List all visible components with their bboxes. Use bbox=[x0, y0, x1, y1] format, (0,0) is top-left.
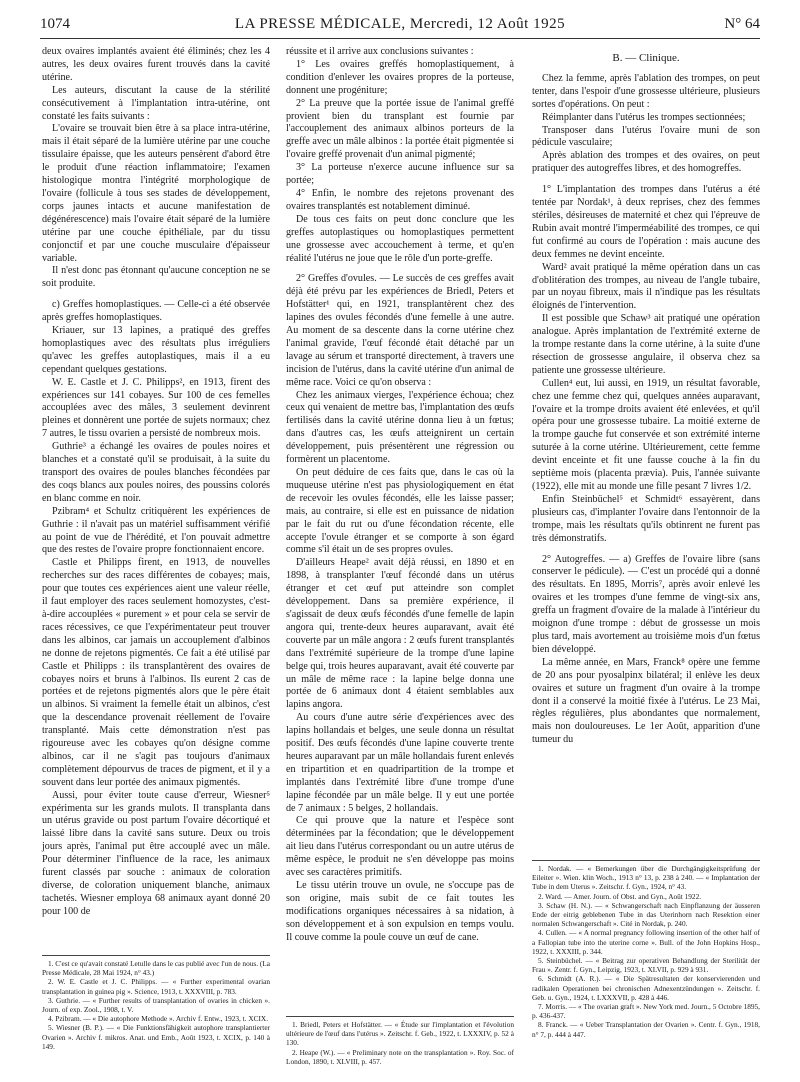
column-middle bbox=[286, 46, 514, 945]
page-number: 1074 bbox=[40, 16, 70, 32]
paragraph: 2° La preuve que la portée issue de l'animal greffé provient bien du transplant est fournie par l'accouplement des animaux albinos porteurs de la greffe avec un mâle albinos : la portée était pigmentée si l'ovaire greffé provenait d'un animal pigmenté; bbox=[286, 97, 514, 161]
page-header bbox=[40, 14, 760, 39]
column-left bbox=[42, 46, 270, 919]
paragraph: De tous ces faits on peut donc conclure que les greffes autoplastiques ou homoplastiques permettent une grossesse avec accouchement à terme, et qu'en réalité l'utérus ne joue que le rôle d'un porte-greffe. bbox=[286, 213, 514, 264]
paragraph: Enfin Steinbüchel⁵ et Schmidt⁶ essayèrent, dans plusieurs cas, d'implanter l'ovaire dans l'entonnoir de la trompe, mais les résultats qu'ils obtinrent ne furent pas très démonstratifs. bbox=[532, 493, 760, 544]
paragraph: Il n'est donc pas étonnant qu'aucune conception ne se soit produite. bbox=[42, 265, 270, 290]
footnote: 1. Nordak. — « Bemerkungen über die Durchgängigkeitsprüfung der Eileiter ». Wien. klin Woch., 1913 n° 13, p. 238 à 240. — « Implantation der Tube in dem Uterus ». Zeitschr. f. Gyn., 1924, n° 43. bbox=[532, 864, 760, 892]
paragraph: Après ablation des trompes et des ovaires, on peut pratiquer des autogreffes libres, et des homogreffes. bbox=[532, 150, 760, 175]
paragraph: 3° La porteuse n'exerce aucune influence sur sa portée; bbox=[286, 162, 514, 187]
footnotes-left bbox=[42, 955, 270, 1051]
issue-number: N° 64 bbox=[724, 16, 760, 32]
paragraph: Les auteurs, discutant la cause de la stérilité consécutivement à l'implantation intra-utérine, ont constaté les faits suivants : bbox=[42, 84, 270, 122]
footnote: 4. Cullen. — « A normal pregnancy following insertion of the other half of a Fallopian tube into the uterine corne ». Bull. of the John Hopkins Hosp., 1922, t. XXXIII, p. 344. bbox=[532, 928, 760, 956]
paragraph: Transposer dans l'utérus l'ovaire muni de son pédicule vasculaire; bbox=[532, 124, 760, 149]
section-paragraph: 1° L'implantation des trompes dans l'utérus a été tentée par Nordak¹, à deux reprises, chez des femmes stériles, désireuses de maternité et chez qui l'épreuve de Rubin avait montré l'imperméabilité des trompes, ce qui fut confirmé au cours de l'opération : mais aucune des deux femmes ne devint enceinte. bbox=[532, 184, 760, 260]
footnotes-middle bbox=[286, 1016, 514, 1066]
footnote: 1. Briedl, Peters et Hofstätter. — « Étude sur l'implantation et l'évolution ultérieure de l'œuf dans l'utérus ». Zeitschr. f. Geb., 1922, t. LXXXIV, p. 52 à 130. bbox=[286, 1020, 514, 1048]
paragraph: Le tissu utérin trouve un ovule, ne s'occupe pas de son origine, mais subit de ce fait toutes les modifications organiques nécessaires à sa nidation, à son développement et à son expulsion en temps voulu. Il couve comme la poule couve un œuf de cane. bbox=[286, 880, 514, 943]
column-right bbox=[532, 46, 760, 747]
paragraph: Guthrie³ a échangé les ovaires de poules noires et blanches et a constaté qu'il se produisait, à la suite du transport des ovaires de poules blanches fécondées par des coqs blancs aux poules noires, des poussins colorés en blanc comme en noir. bbox=[42, 441, 270, 504]
paragraph: Chez les animaux vierges, l'expérience échoua; chez ceux qui venaient de mettre bas, l'implantation des œufs fertilisés dans la cavité utérine donna lieu à un fœtus; dans d'autres cas, les œufs atteignirent un certain développement, puis présentèrent une régression ou formèrent un placentome. bbox=[286, 389, 514, 466]
footnote: 6. Schmidt (A. R.). — « Die Spätresultaten der konservierenden und radikalen Operationen bei chronischen Adnexentzündungen ». Zeitschr. f. Geb. u. Gyn., 1924, t. LXXXVII, p. 428 à 446. bbox=[532, 974, 760, 1002]
paragraph: réussite et il arrive aux conclusions suivantes : bbox=[286, 46, 474, 57]
paragraph: 1° Les ovaires greffés homoplastiquement, à condition d'enlever les ovaires propres de la porteuse, donnent une progéniture; bbox=[286, 58, 514, 96]
footnote: 2. Ward. — Amer. Journ. of Obst. and Gyn., Août 1922. bbox=[538, 891, 702, 901]
footnote: 5. Wiesner (B. P.). — « Die Funktionsfähigkeit autophore transplantierter Ovarien ». Archiv f. mikros. Anat. und Emb., Août 1923, t. XCIX, p. 140 à 149. bbox=[42, 1023, 270, 1051]
paragraph: Chez la femme, après l'ablation des trompes, on peut tenter, dans l'espoir d'une grossesse ultérieure, plusieurs sortes d'opérations. On peut : bbox=[532, 72, 760, 110]
paragraph: Aussi, pour éviter toute cause d'erreur, Wiesner⁵ expérimenta sur les grands mulots. Il transplanta dans un utérus gravide ou post partum l'ovaire décortiqué et laissé libre dans la cavité sans suture. Deux ou trois jours après, l'animal put être accouplé avec un mâle. Pour déterminer l'influence de la race, les animaux furent classés par souche : animaux de coloration diverse, de coloration uniquement blanche, animaux tachetés. Wiesner employa 68 animaux ayant donné 20 pour 100 de bbox=[42, 789, 270, 917]
footnote: 5. Steinbüchel. — « Beitrag zur operativen Behandlung der Sterilität der Frau ». Zentr. f. Gyn., Leipzig, 1923, t. XLVII, p. 929 à 931. bbox=[532, 956, 760, 975]
paragraph: L'ovaire se trouvait bien être à sa place intra-utérine, mais il était séparé de la lumière utérine par une couche tissulaire épaisse, que les auteurs pensèrent d'abord être le produit d'une réaction inflammatoire; l'examen histologique montra l'intégrité morphologique de l'ovaire (follicule à tous ses stades de développement, corps jaunes intacts et aucune manifestation de dégénérescence) mais l'ovaire était séparé de la lumière utérine par une couche épithéliale, par du tissu conjonctif et par une couche musculaire d'épaisseur variable. bbox=[42, 123, 270, 264]
section-paragraph: c) Greffes homoplastiques. — Celle-ci a été observée après greffes homoplastiques. bbox=[42, 299, 270, 324]
paragraph: Il est possible que Schaw³ ait pratiqué une opération analogue. Après implantation de l'extrémité externe de la trompe restante dans la corne utérine, à la suite d'une résection de grossesse angulaire, il observa chez sa patiente une grossesse ultérieure. bbox=[532, 313, 760, 376]
paragraph: Ward² avait pratiqué la même opération dans un cas d'oblitération des trompes, au niveau de l'angle tubaire, par un noyau fibreux, mais il n'indique pas les résultats éloignés de l'intervention. bbox=[532, 261, 760, 312]
paragraph: Ce qui prouve que la nature et l'espèce sont déterminées par la fécondation; que le développement ait lieu dans l'utérus correspondant ou un autre utérus de même espèce, le produit ne s'en développe pas moins avec ses caractères primitifs. bbox=[286, 815, 514, 879]
paragraph: Kriauer, sur 13 lapines, a pratiqué des greffes homoplastiques avec des résultats plus irréguliers qu'avec les greffes autoplastiques, mais il a eu cependant quelques gestations. bbox=[42, 325, 270, 375]
section-heading: B. — Clinique. bbox=[612, 52, 680, 64]
section-paragraph: 2° Greffes d'ovules. — Le succès de ces greffes avait déjà été prévu par les expériences de Briedl, Peters et Hofstätter¹ qui, en 1921, transplantèrent chez des lapines des ovules fécondés d'une femelle à une autre. Au moment de sa descente dans la corne utérine chez l'animal gravide, l'œuf fécondé était détaché par un lavage au sérum et transporté directement, à travers une incision de l'utérus, dans la cavité utérine d'un animal de même race. Voici ce qu'on observa : bbox=[286, 273, 514, 388]
footnote: 2. Heape (W.). — « Preliminary note on the transplantation ». Roy. Soc. of London, 1890, t. XLVIII, p. 457. bbox=[286, 1047, 514, 1066]
section-paragraph: 2° Autogreffes. — a) Greffes de l'ovaire libre (sans conserver le pédicule). — C'est un procédé qui a donné des résultats. En 1895, Morris⁷, après avoir enlevé les ovaires et les trompes d'une femme de vingt-six ans, greffa un fragment d'ovaire de la malade à l'intérieur du moignon d'une trompe : début de grossesse un mois plus tard, mais avortement au troisième mois d'un fœtus bien développé. bbox=[532, 553, 760, 655]
paragraph: deux ovaires implantés avaient été éliminés; chez les 4 autres, les deux ovaires furent trouvés dans la cavité utérine. bbox=[42, 46, 270, 83]
paragraph: D'ailleurs Heape² avait déjà réussi, en 1890 et en 1898, à transplanter l'œuf fécondé dans un utérus étranger et cet œuf put atteindre son complet développement. Dans sa première expérience, il s'agissait de deux œufs fécondés d'une femelle de lapin angora qui, trente-deux heures auparavant, avait été couverte par un mâle angora : 2 œufs furent transplantés dans l'extrémité supérieure de la trompe d'une lapine belge qui, trois heures auparavant, avait été couverte par un mâle de même race : la lapine belge donna une portée de 6 animaux dont 4 étaient semblables aux lapins angora. bbox=[286, 557, 514, 711]
paragraph: W. E. Castle et J. C. Philipps², en 1913, firent des expériences sur 141 cobayes. Sur 100 de ces femelles accouplées avec des mâles, 3 seulement devinrent pleines et donnèrent une portée de sujets normaux; chez 7 autres, le tissu ovarien a persisté de nombreux mois. bbox=[42, 376, 270, 440]
footnote: 2. W. E. Castle et J. C. Philipps. — « Further experimental ovarian transplantation in guinea pig ». Science, 1913, t. XXXVIII, p. 783. bbox=[42, 977, 270, 996]
footnote: 4. Pzibram. — « Die autophore Methode ». Archiv f. Entw., 1923, t. XCIX. bbox=[48, 1014, 269, 1024]
paragraph: La même année, en Mars, Franck⁸ opère une femme de 20 ans pour pyosalpinx bilatéral; il enlève les deux ovaires et suture un fragment d'un ovaire à la trompe dont il a conservé la moitié fixée à l'utérus. Le 23 Mai, règles régulières, plus abondantes que normalement, mais non douloureuses. Le 1er Août, apparition d'une tumeur du bbox=[532, 656, 760, 746]
paragraph: Castle et Philipps firent, en 1913, de nouvelles recherches sur des races différentes de cobayes; mais, pour que toutes ces expériences aient une valeur réelle, il faut employer des races seulement homozystes, c'est-à-dire accouplées « purement » et pour cela se servir de races récessives, ce que l'expérimentateur peut trouver dans les albinos, car jamais un accouplement d'albinos ne donne de rejetons pigmentés. Ce fait a été utilisé par Castle et Philipps : ils transplantèrent des ovaires de cobayes noirs et bruns à l'albinos. Ils eurent 2 cas de portées et de rejetons pigmentés alors que le père était un albinos. Si vraiment la femelle était un albinos, c'est que la descendance provenait réellement de l'ovaire transplanté. Mais cette démonstration n'est pas rigoureuse avec les cobayes qu'on désigne comme albinos, car il ne s'agit pas toujours d'animaux complètement dépourvus de traces de pigment, et il y a souvent dans leur portée des animaux pigmentés. bbox=[42, 557, 270, 788]
journal-title: LA PRESSE MÉDICALE, Mercredi, 12 Août 1925 bbox=[234, 16, 566, 32]
paragraph: Réimplanter dans l'utérus les trompes sectionnées; bbox=[542, 111, 746, 123]
paragraph: Cullen⁴ eut, lui aussi, en 1919, un résultat favorable, chez une femme chez qui, quelques années auparavant, l'ovaire et la trompe droits avaient été enlevées, et qu'il opéra pour une grossesse tubaire. La moitié externe de la trompe gauche fut conservée et son extrémité interne suturée à la corne utérine. Ultérieurement, cette femme devint enceinte et fit une fausse couche à la fin du septième mois (placenta prævia). Puis, l'année suivante (1922), elle mit au monde une fille pesant 7 livres 1/2. bbox=[532, 377, 760, 492]
paragraph: On peut déduire de ces faits que, dans le cas où la muqueuse utérine n'est pas physiologiquement en état de recevoir les ovules fécondés, elle les laisse passer; mais, au contraire, si elle est en puissance de nidation par le fait du rut ou d'une fécondation récente, elle accepte l'ovule étranger et se comporte à son égard comme s'il était un de ses propres ovules. bbox=[286, 467, 514, 556]
footnote: 3. Guthrie. — « Further results of transplantation of ovaries in chicken ». Journ. of exp. Zool., 1908, t. V. bbox=[42, 995, 270, 1015]
paragraph: Au cours d'une autre série d'expériences avec des lapins hollandais et belges, une seule donna un résultat positif. Des œufs fécondés d'une lapine couverte trente heures auparavant par un mâle hollandais furent enlevés en tripartition et en quadripartition de la trompe et implantés dans l'extrémité libre d'une trompe d'une lapine fécondée par un mâle belge. Il y eut une portée de 7 animaux : 5 belges, 2 hollandais. bbox=[286, 712, 514, 814]
footnote: 3. Schaw (H. N.). — « Schwangerschaft nach Einpflanzung der äusseren Ende der eitrig geblebenen Tube in das Uterinhorn nach Resektion einer normalen Schwangerschaft ». Cité in Nordak, p. 240. bbox=[532, 900, 760, 929]
footnote: 8. Franck. — « Ueber Transplantation der Ovarien ». Centr. f. Gyn., 1918, n° 7, p. 444 à 447. bbox=[532, 1020, 760, 1039]
footnote: 1. C'est ce qu'avait constaté Letulle dans le cas publié avec l'un de nous. (La Presse Médicale, 28 Mai 1924, n° 43.) bbox=[42, 959, 270, 978]
footnote: 7. Morris. — « The ovarian graft ». New York med. Journ., 5 Octobre 1895, p. 436-437. bbox=[532, 1002, 760, 1021]
paragraph: Pzibram⁴ et Schultz critiquèrent les expériences de Guthrie : il n'avait pas un matériel suffisamment vérifié au point de vue de l'hérédité, et l'on pouvait admettre que des restes de l'ovaire propre fonctionnaient encore. bbox=[42, 505, 270, 556]
paragraph: 4° Enfin, le nombre des rejetons provenant des ovaires transplantés est notablement diminué. bbox=[286, 187, 514, 212]
footnotes-right bbox=[532, 860, 760, 1039]
